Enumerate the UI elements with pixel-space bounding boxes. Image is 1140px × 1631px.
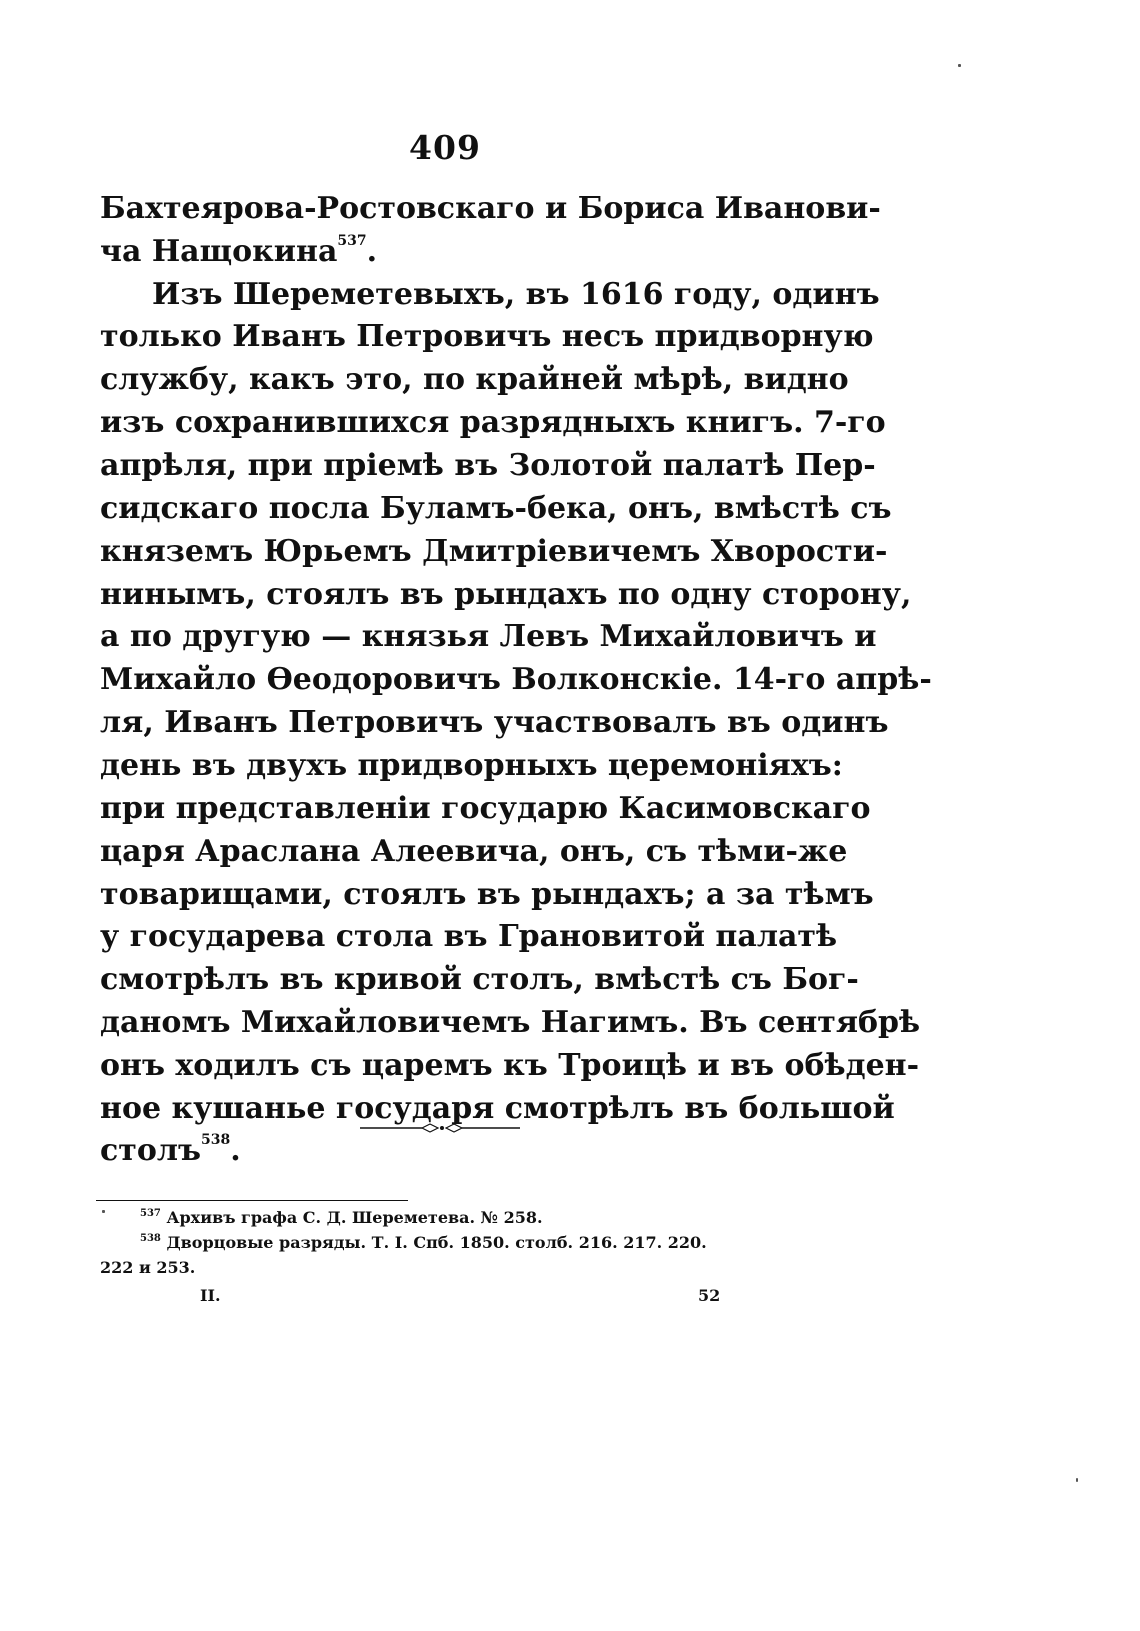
text-line: апрѣля, при пріемѣ въ Золотой палатѣ Пер- xyxy=(100,448,876,483)
text-line: ча Нащокина$^{537}$. xyxy=(100,233,378,269)
text-line: Изъ Шереметевыхъ, въ 1616 году, одинъ xyxy=(152,277,880,312)
signature-mark: II. xyxy=(200,1286,221,1305)
text-line: а по другую — князья Левъ Михайловичъ и xyxy=(100,619,877,654)
page-number: 409 xyxy=(409,128,481,167)
footnote-ref: 538 xyxy=(201,1132,231,1148)
footnote: $^{538}$ Дворцовые разряды. Т. I. Спб. 1850. столб. 216. 217. 220. xyxy=(140,1233,707,1252)
footnote-rule xyxy=(96,1200,408,1201)
text-line: царя Араслана Алеевича, онъ, съ тѣми-же xyxy=(100,834,848,869)
text-line: сидскаго посла Буламъ-бека, онъ, вмѣстѣ съ xyxy=(100,491,892,526)
text-line: ное кушанье государя смотрѣлъ въ большой xyxy=(100,1091,895,1126)
ornament-divider xyxy=(360,1120,520,1136)
scan-speck xyxy=(958,64,961,67)
text-line: нинымъ, стоялъ въ рындахъ по одну сторону, xyxy=(100,577,912,612)
text-line: изъ сохранившихся разрядныхъ книгъ. 7-го xyxy=(100,405,886,440)
footnote-ref: 537 xyxy=(337,233,367,249)
sheet-number: 52 xyxy=(698,1286,721,1305)
text-line: Михайло Ѳеодоровичъ Волконскіе. 14-го апрѣ- xyxy=(100,662,932,697)
text-line: онъ ходилъ съ царемъ къ Троицѣ и въ обѣден- xyxy=(100,1048,920,1083)
text-line: только Иванъ Петровичъ несъ придворную xyxy=(100,319,874,354)
text-line: день въ двухъ придворныхъ церемоніяхъ: xyxy=(100,748,843,783)
footnote: $^{537}$ Архивъ графа С. Д. Шереметева. № 258. xyxy=(140,1208,543,1227)
text-line: княземъ Юрьемъ Дмитріевичемъ Хворости- xyxy=(100,534,888,569)
text-line: при представленіи государю Касимовскаго xyxy=(100,791,871,826)
text-line: товарищами, стоялъ въ рындахъ; а за тѣмъ xyxy=(100,877,874,912)
text-line: смотрѣлъ въ кривой столъ, вмѣстѣ съ Бог- xyxy=(100,962,859,997)
scan-speck xyxy=(1076,1478,1078,1482)
footnote-continuation: 222 и 253. xyxy=(100,1258,196,1277)
text-line: ля, Иванъ Петровичъ участвовалъ въ одинъ xyxy=(100,705,889,740)
text-line: у государева стола въ Грановитой палатѣ xyxy=(100,919,838,954)
text-line: даномъ Михайловичемъ Нагимъ. Въ сентябрѣ xyxy=(100,1005,921,1040)
scan-speck xyxy=(102,1210,105,1213)
text-line: Бахтеярова-Ростовскаго и Бориса Иванови- xyxy=(100,191,881,226)
text-line: столъ$^{538}$. xyxy=(100,1132,241,1168)
text-line: службу, какъ это, по крайней мѣрѣ, видно xyxy=(100,362,849,397)
